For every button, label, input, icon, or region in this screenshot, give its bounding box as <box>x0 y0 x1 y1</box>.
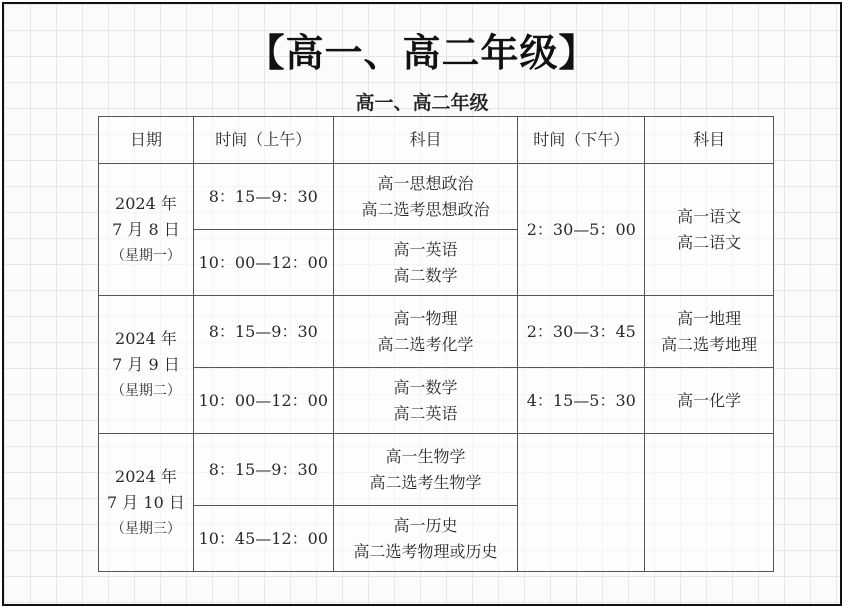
am-time-cell: 10：45—12：00 <box>193 506 333 572</box>
date-year: 2024 年 <box>115 193 177 213</box>
date-month-day: 7 月 9 日 <box>112 354 180 374</box>
subject-line: 高一生物学 <box>385 446 466 466</box>
date-month-day: 7 月 8 日 <box>112 219 180 239</box>
am-subject-cell <box>333 506 518 572</box>
header-date: 日期 <box>99 117 194 164</box>
subject-line: 高一地理 <box>677 308 742 328</box>
subject-line: 高二英语 <box>393 403 458 423</box>
am-subject-cell <box>333 230 518 296</box>
pm-subject-cell <box>645 164 774 296</box>
subject-line: 高二选考生物学 <box>369 472 482 492</box>
pm-subject-cell: 高一化学 <box>645 368 774 434</box>
date-year: 2024 年 <box>115 328 177 348</box>
am-subject-cell <box>333 164 518 230</box>
table-row <box>99 164 774 230</box>
subject-line: 高二语文 <box>677 232 742 252</box>
am-time-cell: 8：15—9：30 <box>193 296 333 368</box>
table-title: 高一、高二年级 <box>355 92 489 114</box>
date-cell <box>99 434 194 572</box>
am-subject-cell <box>333 296 518 368</box>
pm-time-cell: 2：30—3：45 <box>518 296 645 368</box>
am-time-cell: 10：00—12：00 <box>193 230 333 296</box>
subject-line: 高一物理 <box>393 308 458 328</box>
subject-line: 高二选考物理或历史 <box>353 541 498 561</box>
date-weekday: （星期三） <box>110 520 181 537</box>
pm-subject-cell-empty <box>645 434 774 572</box>
am-time-cell: 8：15—9：30 <box>193 164 333 230</box>
header-am-time: 时间（上午） <box>193 117 333 164</box>
pm-time-cell: 2：30—5：00 <box>518 164 645 296</box>
date-month-day: 7 月 10 日 <box>107 492 185 512</box>
am-time-cell: 8：15—9：30 <box>193 434 333 506</box>
subject-line: 高二选考化学 <box>377 334 474 354</box>
exam-schedule-table <box>98 116 774 572</box>
header-pm-subject: 科目 <box>645 117 774 164</box>
table-row <box>99 296 774 368</box>
table-header-row <box>99 117 774 164</box>
date-weekday: （星期一） <box>110 247 181 264</box>
date-year: 2024 年 <box>115 466 177 486</box>
date-weekday: （星期二） <box>110 382 181 399</box>
date-cell <box>99 164 194 296</box>
date-cell <box>99 296 194 434</box>
am-time-cell: 10：00—12：00 <box>193 368 333 434</box>
subject-line: 高一思想政治 <box>377 173 474 193</box>
subject-line: 高一历史 <box>393 515 458 535</box>
am-subject-cell <box>333 368 518 434</box>
am-subject-cell <box>333 434 518 506</box>
subject-line: 高二数学 <box>393 265 458 285</box>
pm-time-cell: 4：15—5：30 <box>518 368 645 434</box>
subject-line: 高一数学 <box>393 377 458 397</box>
pm-time-cell-empty <box>518 434 645 572</box>
pm-subject-cell <box>645 296 774 368</box>
header-am-subject: 科目 <box>333 117 518 164</box>
header-pm-time: 时间（下午） <box>518 117 645 164</box>
page-heading: 【高一、高二年级】 <box>246 31 598 75</box>
subject-line: 高二选考思想政治 <box>361 199 490 219</box>
table-row <box>99 368 774 434</box>
subject-line: 高一英语 <box>393 239 458 259</box>
subject-line: 高一语文 <box>677 206 742 226</box>
table-row <box>99 434 774 506</box>
subject-line: 高二选考地理 <box>661 334 758 354</box>
